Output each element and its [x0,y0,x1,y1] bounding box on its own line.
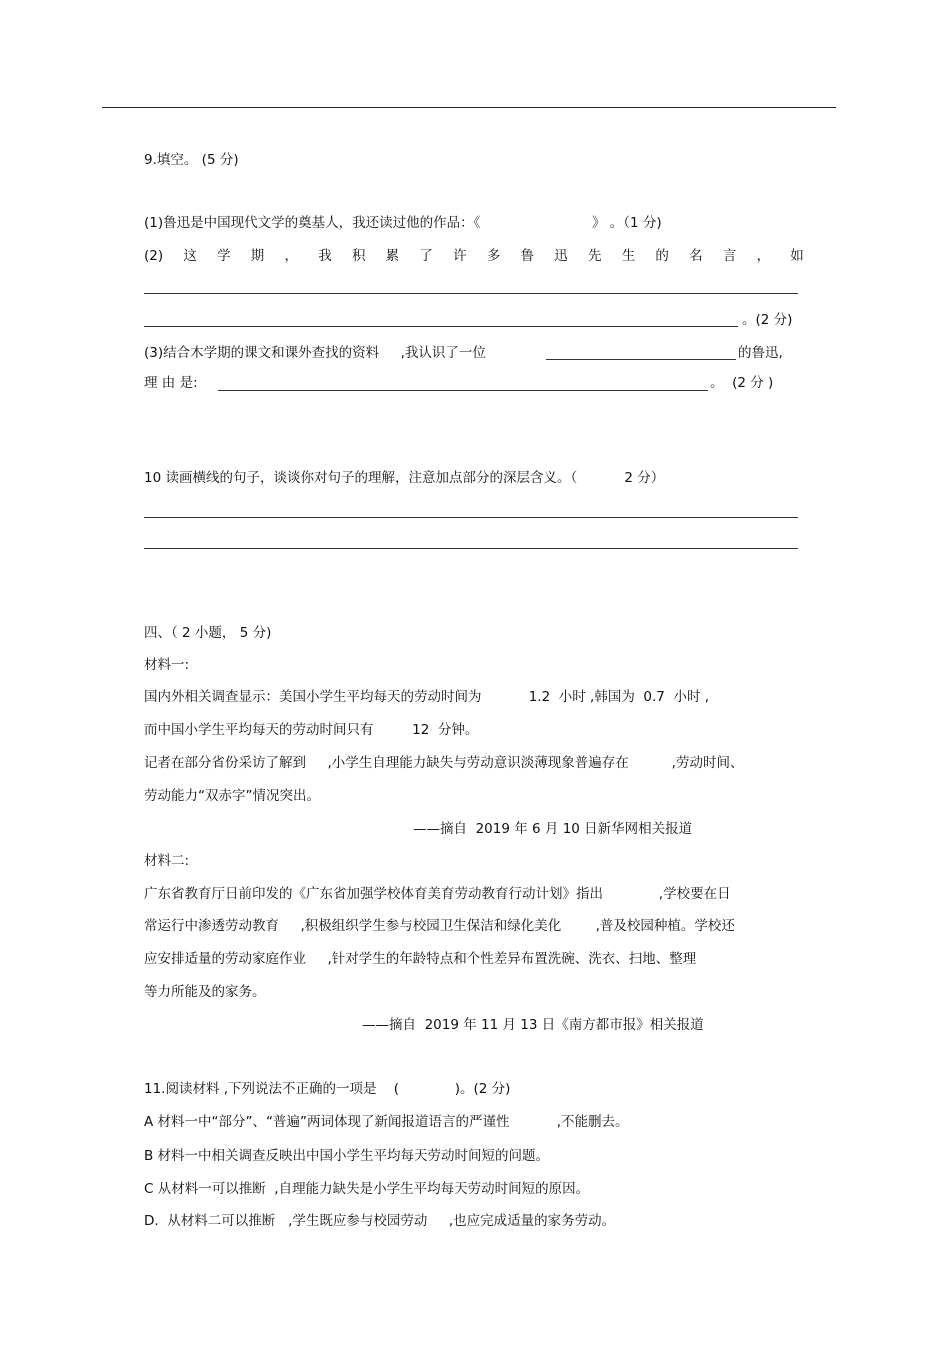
material2-text: 常运行中渗透劳动教育 ,积极组织学生参与校园卫生保洁和绿化美化 ,普及校园种植。学校还 [144,918,735,934]
q9-part2-score: 。(2 分) [742,312,793,328]
answer-line[interactable] [144,293,798,294]
char: 言 [722,248,737,264]
answer-line[interactable] [546,359,736,360]
q11-option-c: C 从材料一可以推断 ,自理能力缺失是小学生平均每天劳动时间短的原因。 [144,1181,590,1197]
q9-part3-end: 的鲁迅, [738,345,783,361]
material2-label: 材料二: [144,853,190,869]
material1-text: 记者在部分省份采访了解到 ,小学生自理能力缺失与劳动意识淡薄现象普遍存在 ,劳动时间、 [144,755,744,771]
q11-option-b: B 材料一中相关调查反映出中国小学生平均每天劳动时间短的问题。 [144,1148,550,1164]
q9-part2 [144,247,804,265]
char: 我 [318,248,332,264]
material2-source: ——摘自 2019 年 11 月 13 日《南方都市报》相关报道 [362,1017,704,1033]
char: ， [284,248,298,264]
material1-label: 材料一: [144,657,190,673]
q9-part1: (1)鲁迅是中国现代文学的奠基人，我还读过他的作品：《 》 。（1 分) [144,215,662,231]
answer-line[interactable] [218,390,708,391]
material1-source: ——摘自 2019 年 6 月 10 日新华网相关报道 [413,821,693,837]
q11-option-a: A 材料一中“部分”、“普遍”两词体现了新闻报道语言的严谨性 ,不能删去。 [144,1114,629,1130]
material2-text: 等力所能及的家务。 [144,984,266,1000]
char: ， [756,248,771,264]
char: 许 [453,248,467,264]
char: 学 [217,248,231,264]
char: 如 [790,248,804,264]
char: 多 [486,248,501,264]
header-rule [102,107,836,108]
char: 这 [183,248,197,264]
q11-option-d: D. 从材料二可以推断 ,学生既应参与校园劳动 ,也应完成适量的家务劳动。 [144,1213,616,1229]
char: 名 [689,248,703,264]
answer-line[interactable] [144,548,798,549]
q10-title: 10 读画横线的句子，谈谈你对句子的理解，注意加点部分的深层含义。（ 2 分） [144,470,665,486]
char: 先 [587,248,602,264]
material1-text: 国内外相关调查显示：美国小学生平均每天的劳动时间为 1.2 小时 ,韩国为 0.7 小时 , [144,689,710,705]
char: 积 [351,248,366,264]
material2-text: 广东省教育厅日前印发的《广东省加强学校体育美育劳动教育行动计划》指出 ,学校要在日 [144,886,731,902]
material1-text: 劳动能力“双赤字”情况突出。 [144,788,320,804]
char: 累 [385,248,400,264]
char: (2) [144,248,164,264]
char: 的 [655,248,669,264]
section4-title: 四、（ 2 小题， 5 分) [144,625,272,641]
char: 鲁 [520,248,535,264]
char: 迅 [554,248,568,264]
q11-title: 11.阅读材料 ,下列说法不正确的一项是 ( )。(2 分) [144,1081,511,1097]
q9-reason-label: 理 由 是: [144,375,198,391]
char: 生 [621,248,636,264]
material1-text: 而中国小学生平均每天的劳动时间只有 12 分钟。 [144,722,479,738]
answer-line[interactable] [144,517,798,518]
char: 了 [419,248,433,264]
material2-text: 应安排适量的劳动家庭作业 ,针对学生的年龄特点和个性差异布置洗碗、洗衣、扫地、整理 [144,951,697,967]
answer-line[interactable] [144,326,738,327]
q9-part3-score: 。 (2 分 ) [710,375,774,391]
char: 期 [250,248,265,264]
q9-part3: (3)结合木学期的课文和课外查找的资料 ,我认识了一位 [144,345,486,361]
q9-title: 9.填空。 (5 分) [144,152,239,168]
